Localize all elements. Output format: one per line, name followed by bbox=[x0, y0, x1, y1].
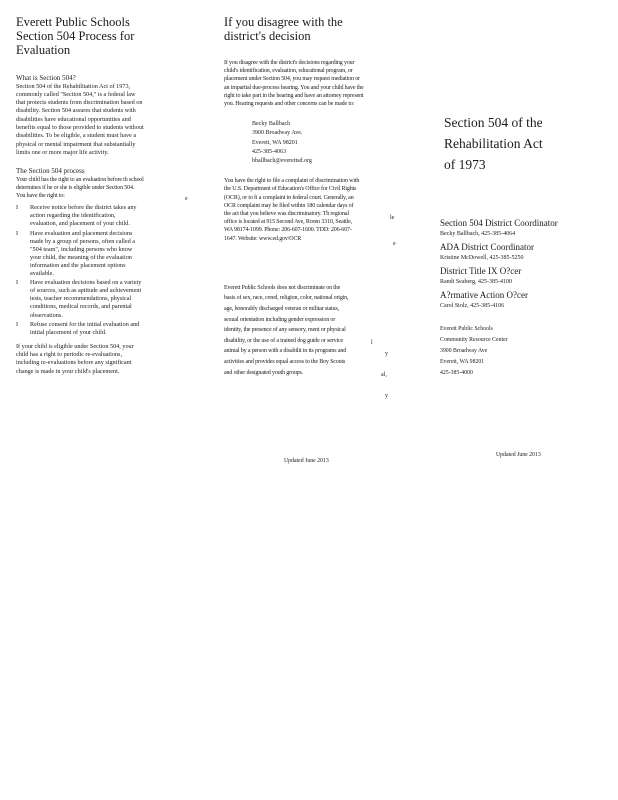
list-item bbox=[16, 230, 144, 279]
building-name: Community Resource Center bbox=[440, 337, 508, 343]
bullet-glyph: I bbox=[16, 279, 19, 287]
coordinator-contact: Carol Stolz, 425-385-4106 bbox=[440, 303, 505, 309]
contact-phone: 425-385-4063 bbox=[252, 148, 286, 155]
right-text: Have evaluation decisions based on a variety of sources, such as aptitude and achievement tests, teacher recommendations, physical conditions, medical records, and parental observations. bbox=[30, 279, 142, 319]
coordinator-contact: Randi Seaberg, 425-385-4100 bbox=[440, 279, 513, 285]
contact-email: bballbach@everettsd.org bbox=[252, 158, 312, 165]
panel1-title: Everett Public Schools Section 504 Process for Evaluation bbox=[16, 15, 135, 57]
bullet-glyph: I bbox=[16, 204, 19, 212]
bullet-glyph: I bbox=[16, 320, 19, 328]
stray-glyph: le bbox=[390, 215, 395, 221]
hearing-contact-address bbox=[252, 120, 374, 166]
panel2-title: If you disagree with the district's decision bbox=[224, 15, 343, 43]
process-intro: Your child has the right to an evaluation before th school determines if he or she is eligible under Section 504. You have the right to: bbox=[16, 176, 144, 200]
updated-date: Updated June 2013 bbox=[496, 452, 541, 458]
disagree-body: If you disagree with the district's decisions regarding your child's identification, evaluation, educational program, or placement under Section 504, you may request mediation or an impartial due-process hearing. You and your child have the right to take part in the hearing and have an attorney represent you. Hearing requests and other concerns can be made to: bbox=[224, 60, 364, 108]
panel-disagree bbox=[224, 0, 374, 378]
brochure-title bbox=[444, 112, 590, 175]
title-line: of 1973 bbox=[444, 157, 486, 172]
stray-glyph: y bbox=[385, 351, 388, 357]
main-phone: 425-385-4000 bbox=[440, 370, 473, 376]
right-text: Receive notice before the district takes any action regarding the identification, evaluation, and placement of your child. bbox=[30, 204, 137, 228]
coordinator-heading: A?rmative Action O?cer bbox=[440, 290, 528, 300]
title-line: Rehabilitation Act bbox=[444, 136, 543, 151]
bullet-glyph: I bbox=[16, 229, 19, 237]
what-heading: What is Section 504? bbox=[16, 74, 76, 82]
panel-cover bbox=[440, 0, 590, 379]
list-item bbox=[16, 204, 144, 228]
coordinator-heading: Section 504 District Coordinator bbox=[440, 218, 558, 228]
ocr-complaint-body: You have the right to file a complaint of discrimination with the U.S. Department of Education's Office for Civil Rights (OCR), or to fi a complaint in federal court. Generally, an OCR complaint may be filed within 180 calendar days of the act that you believe was discriminatory. Th regional office is located at 915 Second Ave, Room 3310, Seattle, WA 98174-1099. Phone: 206-607-1600. TDD: 206-607-1647. Website: www.ed.gov/OCR bbox=[224, 178, 360, 242]
re-evaluation-note: If your child is eligible under Section 504, your child has a right to periodic re-evaluations, including re-evaluations before any significant change is made in your child's placement. bbox=[16, 342, 134, 375]
coordinators-list bbox=[440, 217, 590, 311]
rights-list bbox=[16, 204, 144, 337]
contact-name: Becky Ballbach bbox=[252, 121, 291, 128]
nondiscrimination-statement: Everett Public Schools does not discriminate on the basis of sex, race, creed, religion, color, national origin, age, honorably discharged veteran or militar status, sexual orientation including gender expression or identity, the presence of any sensory, ment or physical disability, or the use of a trained dog guide or service animal by a person with a disabilit in its programs and activities and provides equal access to the Boy Scouts and other designated youth groups. bbox=[224, 284, 349, 376]
list-item bbox=[16, 279, 144, 319]
city-address: Everett, WA 98201 bbox=[440, 359, 485, 365]
title-line: Section 504 of the bbox=[444, 115, 543, 130]
stray-glyph: al, bbox=[381, 372, 387, 378]
stray-glyph: l bbox=[371, 340, 373, 346]
process-section bbox=[16, 167, 144, 376]
coordinator-heading: ADA District Coordinator bbox=[440, 242, 534, 252]
org-name: Everett Public Schools bbox=[440, 326, 493, 332]
coordinator-contact: Becky Ballbach, 425-385-4064 bbox=[440, 231, 516, 237]
coordinator-contact: Kristine McDowell, 425-385-5250 bbox=[440, 255, 524, 261]
stray-glyph: e bbox=[393, 241, 396, 247]
stray-glyph: y bbox=[385, 393, 388, 399]
contact-street: 3900 Broadway Ave. bbox=[252, 130, 303, 137]
what-is-section-504 bbox=[16, 74, 144, 157]
coordinator-heading: District Title IX O?cer bbox=[440, 266, 522, 276]
contact-city: Everett, WA 98201 bbox=[252, 139, 298, 146]
what-body: Section 504 of the Rehabilitation Act of 1973, commonly called "Section 504," is a federal law that protects students from discrimination based on disability. Section 504 assures that students with disabilities have educational opportunities and benefits equal to those provided to students without disabilities. To be eligible, a student must have a physical or mental impairment that substantially limits one or more major life activity. bbox=[16, 82, 144, 156]
district-address bbox=[440, 324, 590, 379]
street-address: 3900 Broadway Ave bbox=[440, 348, 488, 354]
panel-section-504-process bbox=[16, 0, 144, 376]
updated-date: Updated June 2013 bbox=[284, 458, 329, 464]
right-text: Have evaluation and placement decisions made by a group of persons, often called a "504 team", including persons who know your child, the meaning of the evaluation information and the placement options available. bbox=[30, 229, 135, 278]
list-item bbox=[16, 321, 144, 337]
right-text: Refuse consent for the initial evaluation and initial placement of your child. bbox=[30, 320, 140, 336]
process-heading: The Section 504 process bbox=[16, 167, 85, 176]
stray-glyph: e bbox=[185, 196, 188, 202]
